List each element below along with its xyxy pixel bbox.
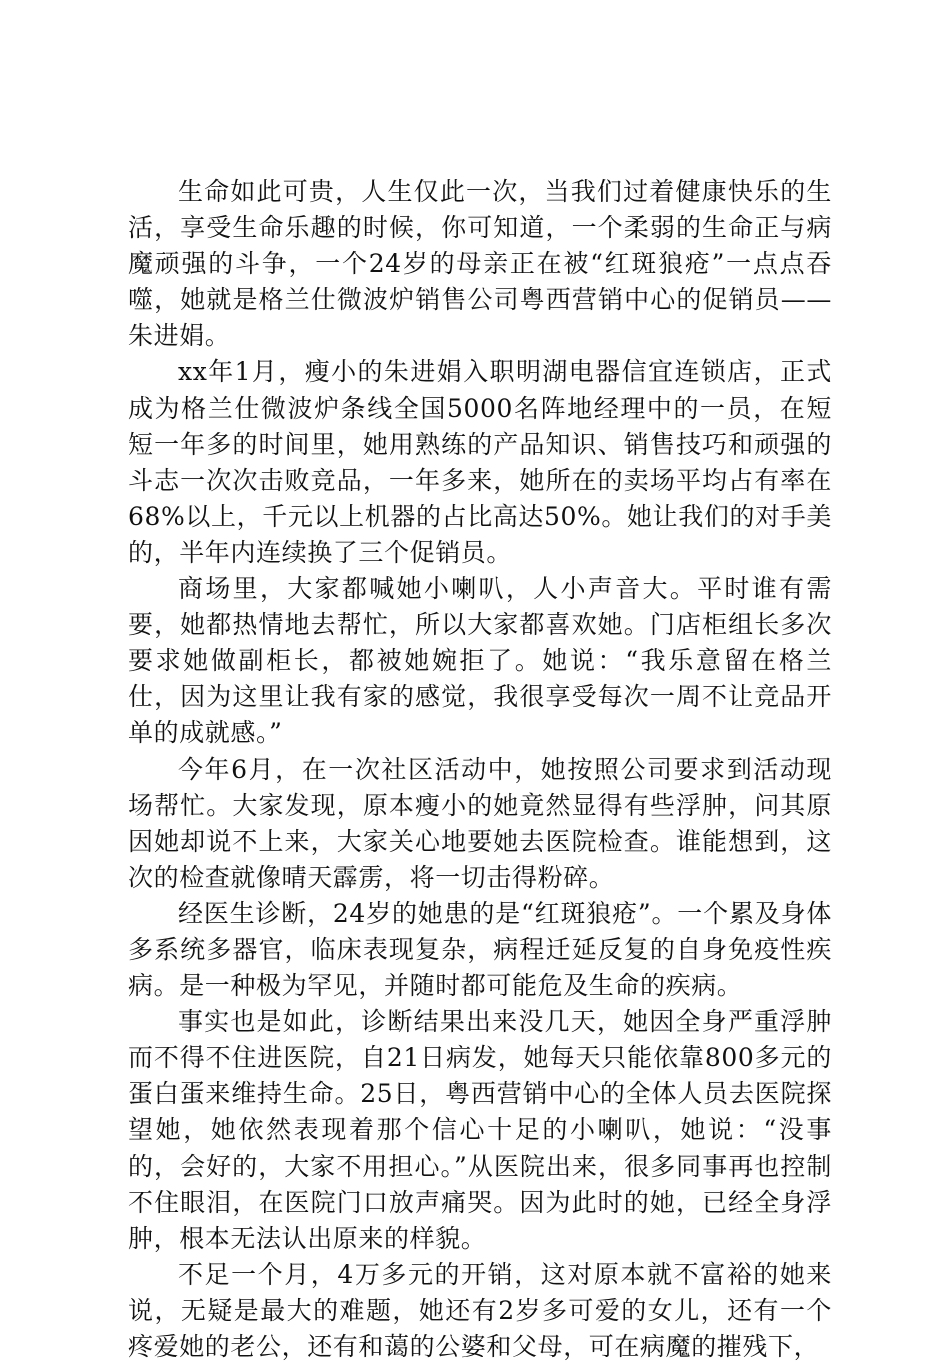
paragraph-7: 不足一个月，4万多元的开销，这对原本就不富裕的她来说，无疑是最大的难题，她还有2岁多可爱的女儿，还有一个疼爱她的老公，还有和蔼的公婆和父母，可在病魔的摧残下，: [128, 1259, 832, 1361]
body-text: [128, 174, 832, 1365]
paragraph-4: 今年6月，在一次社区活动中，她按照公司要求到活动现场帮忙。大家发现，原本瘦小的她竟然显得有些浮肿，问其原因她却说不上来，大家关心地要她去医院检查。谁能想到，这次的检查就像晴天霹雳，将一切击得粉碎。: [128, 754, 832, 892]
paragraph-5: 经医生诊断，24岁的她患的是“红斑狼疮”。一个累及身体多系统多器官，临床表现复杂，病程迁延反复的自身免疫性疾病。是一种极为罕见，并随时都可能危及生命的疾病。: [128, 898, 832, 1001]
paragraph-2: xx年1月，瘦小的朱进娟入职明湖电器信宜连锁店，正式成为格兰仕微波炉条线全国5000名阵地经理中的一员，在短短一年多的时间里，她用熟练的产品知识、销售技巧和顽强的斗志一次次击败竞品，一年多来，她所在的卖场平均占有率在68%以上，千元以上机器的占比高达50%。她让我们的对手美的，半年内连续换了三个促销员。: [128, 357, 832, 567]
paragraph-3: 商场里，大家都喊她小喇叭，人小声音大。平时谁有需要，她都热情地去帮忙，所以大家都喜欢她。门店柜组长多次要求她做副柜长，都被她婉拒了。她说：“我乐意留在格兰仕，因为这里让我有家的感觉，我很享受每次一周不让竞品开单的成就感。”: [128, 574, 832, 748]
paragraph-6: 事实也是如此，诊断结果出来没几天，她因全身严重浮肿而不得不住进医院，自21日病发，她每天只能依靠800多元的蛋白蛋来维持生命。25日，粤西营销中心的全体人员去医院探望她，她依然表现着那个信心十足的小喇叭，她说：“没事的，会好的，大家不用担心。”从医院出来，很多同事再也控制不住眼泪，在医院门口放声痛哭。因为此时的她，已经全身浮肿，根本无法认出原来的样貌。: [128, 1007, 832, 1253]
paragraph-1: 生命如此可贵，人生仅此一次，当我们过着健康快乐的生活，享受生命乐趣的时候，你可知道，一个柔弱的生命正与病魔顽强的斗争，一个24岁的母亲正在被“红斑狼疮”一点点吞噬，她就是格兰仕微波炉销售公司粤西营销中心的促销员——朱进娟。: [128, 177, 832, 351]
